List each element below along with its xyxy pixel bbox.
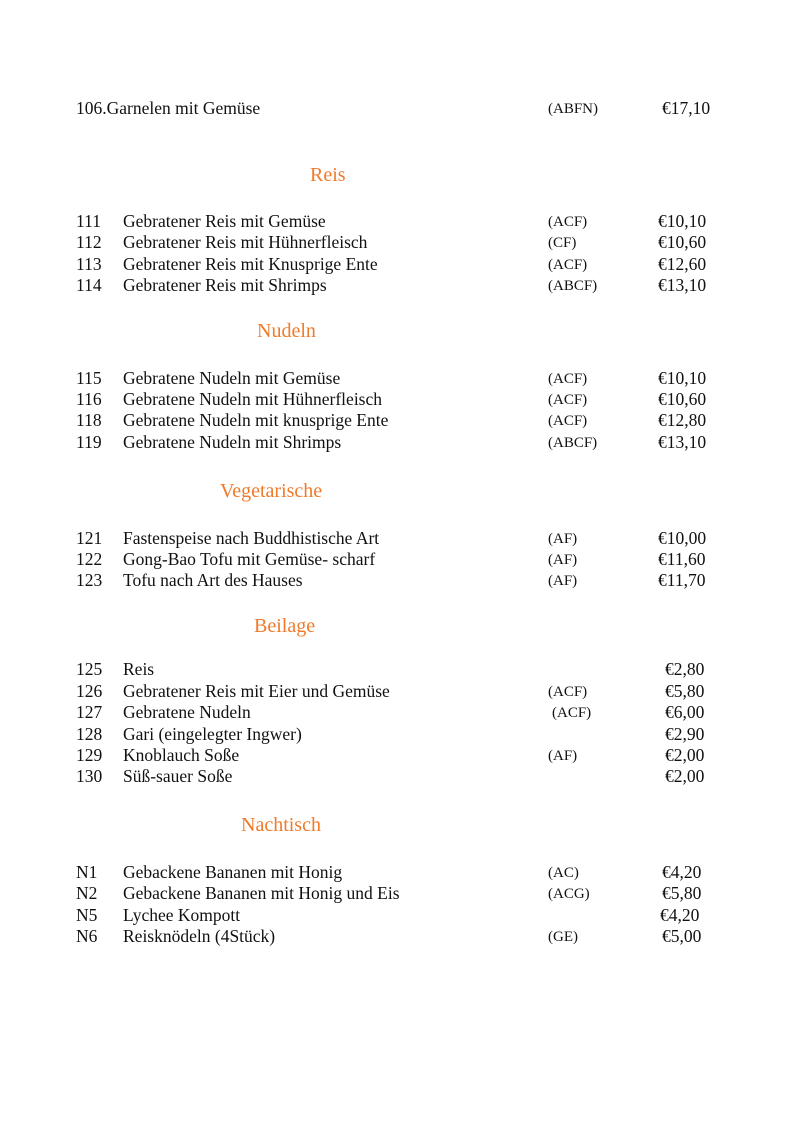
- item-allergens: (GE): [548, 929, 578, 945]
- item-allergens: (ACF): [548, 257, 588, 273]
- item-number: 114: [76, 275, 102, 295]
- item-price: €6,00: [665, 702, 705, 722]
- item-number: N6: [76, 926, 98, 946]
- item-name: Gebratener Reis mit Hühnerfleisch: [123, 232, 368, 252]
- item-number: 123: [76, 570, 103, 590]
- item-number: 126: [76, 681, 103, 701]
- item-allergens: (AC): [548, 865, 579, 881]
- item-allergens: (AF): [548, 531, 578, 547]
- item-number: 122: [76, 549, 103, 569]
- item-allergens: (ACF): [548, 413, 588, 429]
- item-number: 112: [76, 232, 102, 252]
- item-name: Fastenspeise nach Buddhistische Art: [123, 528, 380, 548]
- item-name: Knoblauch Soße: [123, 745, 240, 765]
- item-name: Reis: [123, 659, 155, 679]
- item-name: Gebratener Reis mit Shrimps: [123, 275, 327, 295]
- item-name: Gebratener Reis mit Knusprige Ente: [123, 254, 378, 274]
- item-number: N2: [76, 883, 98, 903]
- item-price: €10,60: [658, 232, 707, 252]
- item-allergens: (ABCF): [548, 435, 598, 451]
- item-name: Gebackene Bananen mit Honig: [123, 862, 343, 882]
- item-allergens: (ACG): [548, 886, 590, 902]
- item-price: €2,00: [665, 745, 705, 765]
- item-price: €11,60: [658, 549, 706, 569]
- item-name: Gebratene Nudeln mit Gemüse: [123, 368, 341, 388]
- item-number: N1: [76, 862, 98, 882]
- item-price: €5,80: [665, 681, 705, 701]
- section-heading-nachtisch: Nachtisch: [241, 814, 321, 836]
- item-price: €10,00: [658, 528, 707, 548]
- section-heading-reis: Reis: [310, 164, 346, 186]
- item-name: Gebratene Nudeln: [123, 702, 251, 722]
- item-price: €12,80: [658, 410, 707, 430]
- item-price: €10,60: [658, 389, 707, 409]
- item-name: Gebratene Nudeln mit Shrimps: [123, 432, 342, 452]
- item-name: Gebratener Reis mit Gemüse: [123, 211, 326, 231]
- item-number: 116: [76, 389, 102, 409]
- item-name: Süß-sauer Soße: [123, 766, 233, 786]
- item-price: €10,10: [658, 368, 707, 388]
- item-name: Lychee Kompott: [123, 905, 241, 925]
- item-allergens: (ACF): [548, 392, 588, 408]
- item-name: Tofu nach Art des Hauses: [123, 570, 303, 590]
- item-number: 128: [76, 724, 103, 744]
- item-allergens: (AF): [548, 552, 578, 568]
- section-heading-vegetarische: Vegetarische: [220, 480, 323, 502]
- item-number: 115: [76, 368, 102, 388]
- item-name: Gong-Bao Tofu mit Gemüse- scharf: [123, 549, 376, 569]
- item-name: Reisknödeln (4Stück): [123, 926, 276, 946]
- item-number: 119: [76, 432, 102, 452]
- item-allergens: (ABCF): [548, 278, 598, 294]
- item-price: €4,20: [662, 862, 702, 882]
- item-name: Gebratene Nudeln mit Hühnerfleisch: [123, 389, 383, 409]
- item-number: N5: [76, 905, 98, 925]
- item-number: 130: [76, 766, 103, 786]
- item-allergens: (ACF): [548, 214, 588, 230]
- item-price: €12,60: [658, 254, 707, 274]
- top-item-price: €17,10: [662, 98, 711, 118]
- section-heading-nudeln: Nudeln: [257, 320, 316, 342]
- item-price: €13,10: [658, 275, 707, 295]
- item-price: €5,00: [662, 926, 702, 946]
- item-allergens: (ACF): [552, 705, 592, 721]
- item-price: €2,00: [665, 766, 705, 786]
- item-allergens: (ACF): [548, 371, 588, 387]
- top-item-label: 106.Garnelen mit Gemüse: [76, 98, 261, 118]
- item-price: €2,80: [665, 659, 705, 679]
- item-allergens: (AF): [548, 748, 578, 764]
- item-number: 111: [76, 211, 101, 231]
- item-number: 118: [76, 410, 102, 430]
- section-heading-beilage: Beilage: [254, 615, 316, 637]
- item-price: €11,70: [658, 570, 706, 590]
- item-price: €4,20: [660, 905, 700, 925]
- item-allergens: (ACF): [548, 684, 588, 700]
- item-name: Gebratene Nudeln mit knusprige Ente: [123, 410, 389, 430]
- item-name: Gari (eingelegter Ingwer): [123, 724, 302, 744]
- item-price: €5,80: [662, 883, 702, 903]
- item-price: €10,10: [658, 211, 707, 231]
- item-price: €13,10: [658, 432, 707, 452]
- item-number: 129: [76, 745, 103, 765]
- item-name: Gebackene Bananen mit Honig und Eis: [123, 883, 400, 903]
- item-number: 127: [76, 702, 103, 722]
- top-item-allergens: (ABFN): [548, 101, 599, 117]
- item-number: 113: [76, 254, 102, 274]
- item-price: €2,90: [665, 724, 705, 744]
- item-name: Gebratener Reis mit Eier und Gemüse: [123, 681, 390, 701]
- item-allergens: (AF): [548, 573, 578, 589]
- item-allergens: (CF): [548, 235, 577, 251]
- item-number: 121: [76, 528, 103, 548]
- item-number: 125: [76, 659, 103, 679]
